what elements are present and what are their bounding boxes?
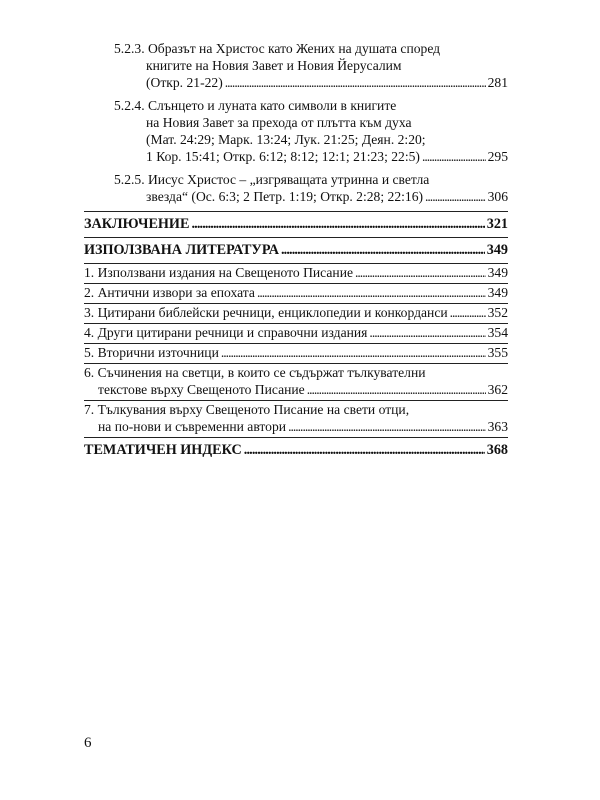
- leader-dots: [422, 148, 486, 165]
- toc-literature-item: [84, 324, 508, 341]
- toc-entry-literature: [84, 242, 508, 259]
- toc-entry-line: 1. Използвани издания на Свещеното Писание: [84, 265, 354, 280]
- toc-page-number: 349: [487, 265, 508, 280]
- toc-entry-line: на Новия Завет за прехода от плътта към духа: [146, 115, 412, 130]
- divider: [84, 437, 508, 438]
- toc-heading: ИЗПОЛЗВАНА ЛИТЕРАТУРА: [84, 242, 279, 258]
- toc-literature-item: [84, 364, 508, 398]
- toc-entry-line: текстове върху Свещеното Писание: [98, 382, 305, 397]
- leader-dots: [425, 188, 486, 205]
- toc-entry-line: 5.2.3. Образът на Христос като Жених на душата според: [114, 41, 441, 56]
- toc-page-number: 352: [487, 305, 508, 320]
- toc-page-number: 355: [487, 345, 508, 360]
- toc-entry-line: 6. Съчинения на светци, в които се съдържат тълкувателни: [84, 365, 426, 380]
- toc-entry-line: 2. Антични извори за епохата: [84, 285, 255, 300]
- toc-entry-line: 5. Вторични източници: [84, 345, 219, 360]
- toc-entry-line: (Откр. 21-22): [146, 75, 223, 90]
- toc-entry-line: 1 Кор. 15:41; Откр. 6:12; 8:12; 12:1; 21:23; 22:5): [146, 149, 420, 164]
- leader-dots: [191, 216, 484, 233]
- toc-entry-line: 5.2.5. Иисус Христос – „изгряващата утринна и светла: [114, 172, 430, 187]
- toc-entry-line: книгите на Новия Завет и Новия Йерусалим: [146, 58, 402, 73]
- toc-entry-line: звезда“ (Ос. 6:3; 2 Петр. 1:19; Откр. 2:28; 22:16): [146, 189, 424, 204]
- toc-entry-index: [84, 442, 508, 459]
- divider: [84, 211, 508, 212]
- toc-entry-line: (Мат. 24:29; Марк. 13:24; Лук. 21:25; Деян. 2:20;: [146, 132, 426, 147]
- leader-dots: [281, 242, 485, 259]
- toc-entry-line: 4. Други цитирани речници и справочни издания: [84, 325, 368, 340]
- leader-dots: [355, 264, 486, 281]
- toc-literature-item: [84, 304, 508, 321]
- toc-page-number: 295: [487, 149, 508, 164]
- leader-dots: [221, 344, 486, 361]
- divider: [84, 237, 508, 238]
- toc-page-number: 281: [487, 75, 508, 90]
- toc-entry-line: 7. Тълкувания върху Свещеното Писание на свети отци,: [84, 402, 410, 417]
- toc-literature-item: [84, 264, 508, 281]
- toc-entry-5-2-4: [84, 97, 508, 165]
- toc-page-number: 368: [486, 442, 508, 458]
- toc-page-number: 363: [487, 419, 508, 434]
- toc-literature-item: [84, 344, 508, 361]
- leader-dots: [369, 324, 485, 341]
- leader-dots: [288, 418, 486, 435]
- leader-dots: [244, 442, 485, 459]
- toc-page-number: 349: [487, 285, 508, 300]
- toc-literature-item: [84, 284, 508, 301]
- toc-heading: ЗАКЛЮЧЕНИЕ: [84, 216, 190, 232]
- toc-page-number: 362: [487, 382, 508, 397]
- toc-entry-line: 3. Цитирани библейски речници, енциклопедии и конкорданси: [84, 305, 448, 320]
- toc-entry-line: 5.2.4. Слънцето и луната като символи в книгите: [114, 98, 397, 113]
- toc-entry-conclusion: [84, 216, 508, 233]
- toc-page-number: 349: [486, 242, 508, 258]
- toc-literature-item: [84, 401, 508, 435]
- page-number: 6: [84, 735, 92, 751]
- toc-page-number: 306: [487, 189, 508, 204]
- toc-page-number: 354: [487, 325, 508, 340]
- leader-dots: [307, 381, 486, 398]
- leader-dots: [225, 74, 486, 91]
- toc-entry-line: на по-нови и съвременни автори: [98, 419, 287, 434]
- toc-heading: ТЕМАТИЧЕН ИНДЕКС: [84, 442, 242, 458]
- toc-entry-5-2-5: [84, 171, 508, 205]
- toc-page-number: 321: [486, 216, 508, 232]
- toc-entry-5-2-3: [84, 40, 508, 91]
- leader-dots: [450, 304, 486, 321]
- leader-dots: [257, 284, 486, 301]
- table-of-contents: [84, 40, 508, 463]
